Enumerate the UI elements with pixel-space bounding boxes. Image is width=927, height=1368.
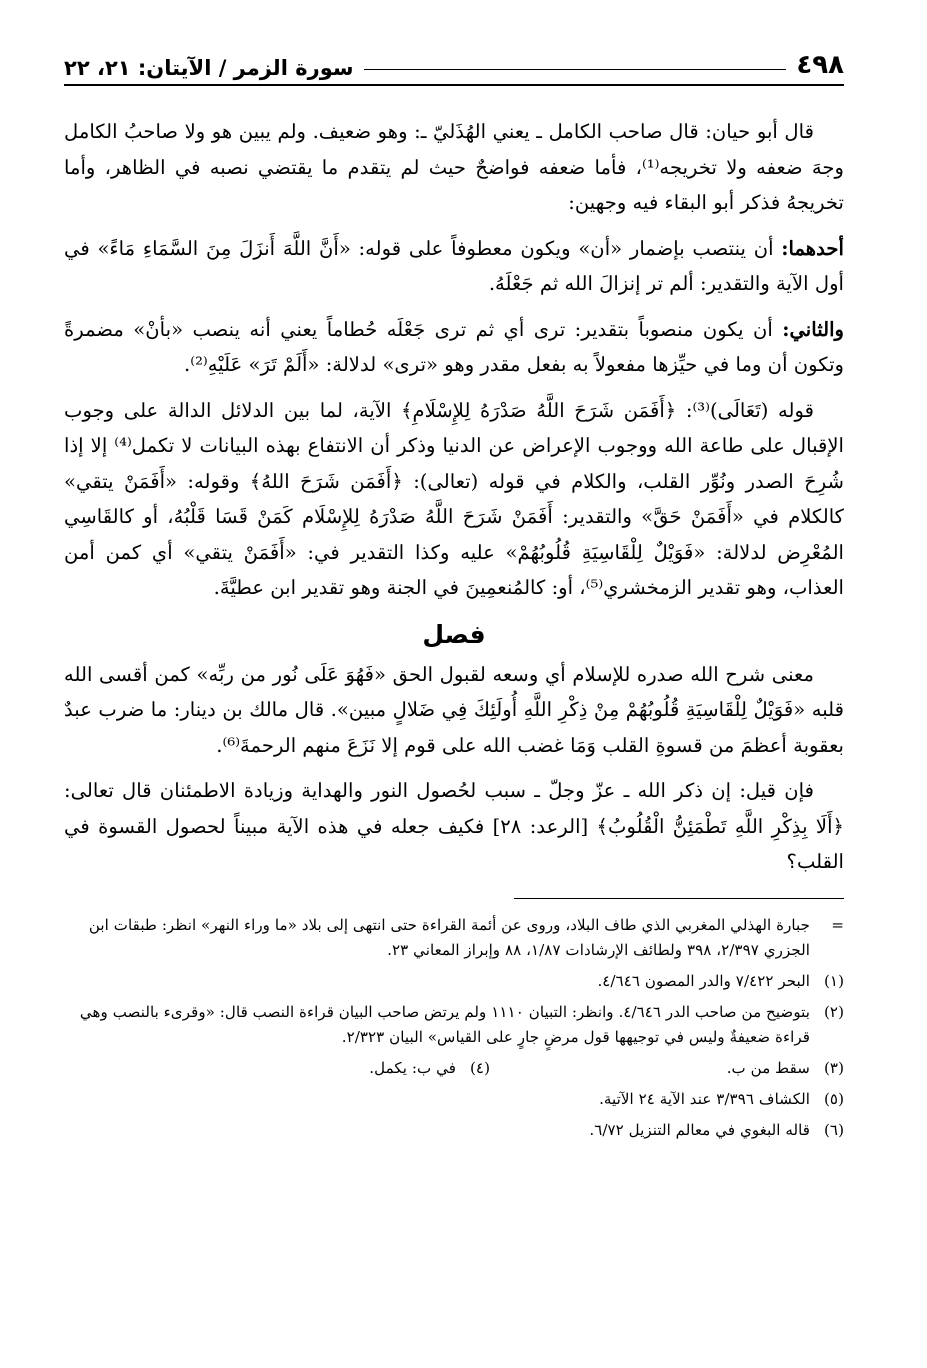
footnote-text: بتوضيح من صاحب الدر ٤/٦٤٦. وانظر: التبيان ١١١٠ ولم يرتض صاحب البيان قراءة النصب قال: «وقرىء بالنصب وهي قراءة ضعيفةٌ وليس في توجيهها قول مرضٍ جارٍ على القياس» البيان ٢/٣٢٣. [79,1002,810,1046]
footnote-mark: (٢) [823,1002,844,1021]
paragraph: فإن قيل: إن ذكر الله ـ عزّ وجلّ ـ سبب لحُصول النور والهداية وزيادة الاطمئنان قال تعالى: ﴿أَلَا بِذِكْرِ اللَّهِ تَطْمَئِنُّ الْقُلُوبُ﴾ [الرعد: ٢٨] فكيف جعله في هذه الآية مبيناً لحصول القسوة في القلب؟ [64,779,844,873]
footnote-mark: (٥) [823,1089,844,1108]
page-number: ٤٩٨ [796,50,844,80]
paragraph-second-aspect [64,312,844,383]
footnote-text: سقط من ب. [726,1058,810,1077]
footnote-mark: (٤) [469,1058,490,1077]
book-page [64,40,844,1149]
footnote-text: جبارة الهذلي المغربي الذي طاف البلاد، وروى عن أئمة القراءة حتى انتهى إلى بلاد «ما وراء النهر» انظر: طبقات ابن الجزري ٢/٣٩٧، ٣٩٨ ولطائف الإرشادات ١/٨٧، ٨٨ وإبراز المعاني ٢٣. [88,915,810,959]
first-aspect-text: أن ينتصب بإضمار «أن» ويكون معطوفاً على قوله: «أَنَّ اللَّهَ أَنزَلَ مِنَ السَّمَاءِ مَاءً» في أول الآية والتقدير: ألم تر إنزالَ الله ثم جَعْلَهُ. [64,236,844,295]
second-label: والثاني: [782,317,844,341]
paragraph: قال أبو حيان: قال صاحب الكامل ـ يعني الهُذَليّ ـ: وهو ضعيف. ولم يبين هو ولا صاحبُ الكامل وجهَ ضعفه ولا تخريجه⁽¹⁾، فأما ضعفه فواضحٌ حيث لم يتقدم ما يقتضي نصبه في الظاهر، وأما تخريجهُ فذكر أبو البقاء فيه وجهين: [64,120,844,214]
footnote-pair [64,1056,844,1081]
footnote-mark: (٣) [823,1058,844,1077]
footnote-text: البحر ٧/٤٢٢ والدر المصون ٤/٦٤٦. [597,971,810,990]
footnote [64,1118,844,1143]
section-heading: فصل [422,619,486,649]
header-title: سورة الزمر / الآيتان: ٢١، ٢٢ [64,56,354,80]
paragraph-first-aspect [64,231,844,302]
footnotes [64,913,844,1143]
footnote [64,1000,844,1050]
footnote-text: في ب: يكمل. [369,1058,456,1077]
header-separator [364,69,787,70]
footnote-text: الكشاف ٣/٣٩٦ عند الآية ٢٤ الآتية. [599,1089,810,1108]
footnote-mark: = [831,915,844,934]
footnote-mark: (٦) [823,1120,844,1139]
footnote [64,969,844,994]
paragraph: معنى شرح الله صدره للإسلام أي وسعه لقبول الحق «فَهُوَ عَلَى نُور من ربِّه» كمن أقسى الله قلبه «فَوَيْلٌ لِلْقَاسِيَةِ قُلُوبُهُمْ مِنْ ذِكْرِ اللَّهِ أُولَئِكَ فِي ضَلالٍ مبين». قال مالك بن دينار: ما ضرب عبدٌ بعقوبة أعظمَ من قسوةِ القلب وَمَا غضب الله على قوم إلا نَزَعَ منهم الرحمةَ⁽⁶⁾. [64,662,844,757]
second-aspect-text: أن يكون منصوباً بتقدير: ترى أي ثم ترى جَعْلَه حُطاماً يعني أنه ينصب «بأنْ» مضمرةً وتكون أن وما في حيِّزها مفعولاً به بفعل مقدر وهو «ترى» لدلالة: «أَلَمْ تَرَ» عَلَيْهِ⁽²⁾. [64,317,844,376]
running-header [64,40,844,86]
main-text [64,114,844,880]
first-label: أحدهما: [781,236,844,260]
footnote [64,913,844,963]
footnote-mark: (١) [823,971,844,990]
footnote-divider [514,898,844,899]
paragraph: قوله (تَعَالَى)⁽³⁾: ﴿أَفَمَن شَرَحَ اللَّهُ صَدْرَهُ لِلإِسْلَامِ﴾ الآية، لما بين الدلائل الدالة على وجوب الإقبال على طاعة الله ووجوب الإعراض عن الدنيا وذكر أن الانتفاع بهذه البيانات لا تكمل⁽⁴⁾ إلا إذا شُرِحَ الصدر ونُوِّر القلب، والكلام في قوله (تعالى): ﴿أَفَمَن شَرَحَ اللهُ﴾ وقوله: «أَفَمَنْ يتقي» كالكلام في «أَفَمَنْ حَقَّ» والتقدير: أَفَمَنْ شَرَحَ اللَّهُ صَدْرَهُ لِلإِسْلَام كَمَنْ قَسَا قَلْبُهُ، أو كالقَاسِي المُعْرِض لدلالة: «فَوَيْلٌ لِلْقَاسِيَةِ قُلُوبُهُمْ» عليه وكذا التقدير في: «أَفَمَنْ يتقي» أي كمن أمن العذاب، وهو تقدير الزمخشري⁽⁵⁾، أو: كالمُنعمِينَ في الجنة وهو تقدير ابن عطيَّةَ. [64,398,844,599]
footnote [64,1087,844,1112]
footnote-text: قاله البغوي في معالم التنزيل ٦/٧٢. [589,1120,810,1139]
